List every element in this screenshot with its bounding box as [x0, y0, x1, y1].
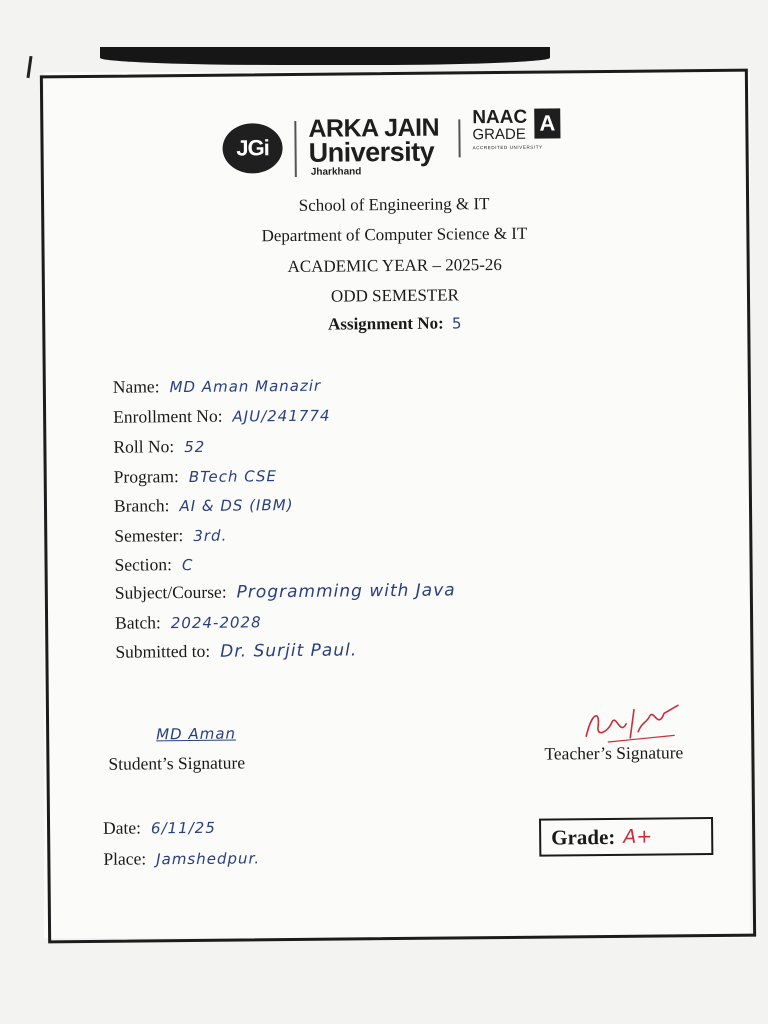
field-submitted-to-value: Dr. Surjit Paul. — [220, 640, 358, 662]
student-signature-label: Student’s Signature — [108, 752, 246, 774]
naac-caption: ACCREDITED UNIVERSITY — [472, 144, 543, 151]
field-enrollment-label: Enrollment No: — [113, 405, 223, 427]
jgi-logo — [222, 123, 282, 174]
grade-box — [539, 817, 713, 857]
university-name — [308, 113, 440, 168]
field-roll-no-label: Roll No: — [113, 436, 175, 457]
field-date-value: 6/11/25 — [150, 818, 216, 838]
teacher-signature-label: Teacher’s Signature — [544, 742, 684, 764]
department-name: Department of Computer Science & IT — [261, 223, 528, 246]
academic-year: ACADEMIC YEAR – 2025-26 — [287, 254, 502, 277]
field-semester — [114, 525, 227, 547]
field-submitted-to-label: Submitted to: — [115, 640, 211, 662]
field-subject-value: Programming with Java — [236, 580, 456, 603]
field-enrollment-value: AJU/241774 — [232, 406, 331, 426]
field-branch — [114, 494, 294, 517]
field-section — [114, 554, 193, 576]
field-place-label: Place: — [103, 848, 147, 869]
school-name: School of Engineering & IT — [298, 194, 490, 215]
field-place — [103, 847, 260, 870]
field-name-label: Name: — [112, 376, 160, 397]
naac-divider — [458, 119, 460, 157]
field-date-label: Date: — [102, 817, 142, 838]
field-name-value: MD Aman Manazir — [169, 376, 322, 397]
university-state: Jharkhand — [310, 166, 362, 178]
scan-edge-mark — [26, 56, 32, 78]
semester-type: ODD SEMESTER — [330, 285, 460, 306]
naac-logo — [472, 106, 556, 151]
field-branch-value: AI & DS (IBM) — [179, 495, 294, 516]
student-signature: MD Aman — [156, 724, 237, 744]
assignment-number — [42, 311, 748, 338]
field-date — [103, 817, 216, 839]
assignment-label: Assignment No: — [327, 313, 444, 334]
field-program — [114, 465, 277, 488]
grade-value: A+ — [623, 825, 653, 848]
university-name-line1: ARKA JAIN — [308, 113, 440, 143]
field-subject-label: Subject/Course: — [114, 581, 227, 603]
field-section-value: C — [181, 555, 194, 575]
field-program-label: Program: — [113, 466, 179, 487]
field-semester-label: Semester: — [114, 525, 184, 546]
naac-grade-badge: A — [534, 108, 560, 138]
scan-top-shadow — [100, 47, 550, 65]
field-branch-label: Branch: — [113, 495, 170, 516]
field-batch-label: Batch: — [115, 612, 161, 633]
assignment-value: 5 — [451, 314, 463, 333]
field-enrollment — [113, 405, 331, 428]
field-roll-no — [113, 436, 205, 458]
naac-title: NAAC — [472, 106, 528, 129]
field-batch — [115, 611, 262, 633]
field-submitted-to — [115, 639, 357, 662]
field-place-value: Jamshedpur. — [156, 849, 261, 869]
university-name-line2: University — [308, 136, 435, 168]
field-roll-no-value: 52 — [184, 437, 206, 457]
field-section-label: Section: — [114, 554, 173, 575]
field-program-value: BTech CSE — [188, 467, 278, 486]
logo-divider — [294, 121, 297, 177]
field-name — [113, 375, 321, 398]
cover-content — [40, 69, 754, 942]
field-subject — [115, 579, 456, 603]
naac-grade-label: GRADE — [472, 125, 526, 144]
field-batch-value: 2024-2028 — [170, 613, 262, 633]
field-semester-value: 3rd. — [193, 526, 228, 545]
grade-label: Grade: — [551, 824, 616, 850]
jgi-logo-text: JGi — [236, 135, 269, 161]
